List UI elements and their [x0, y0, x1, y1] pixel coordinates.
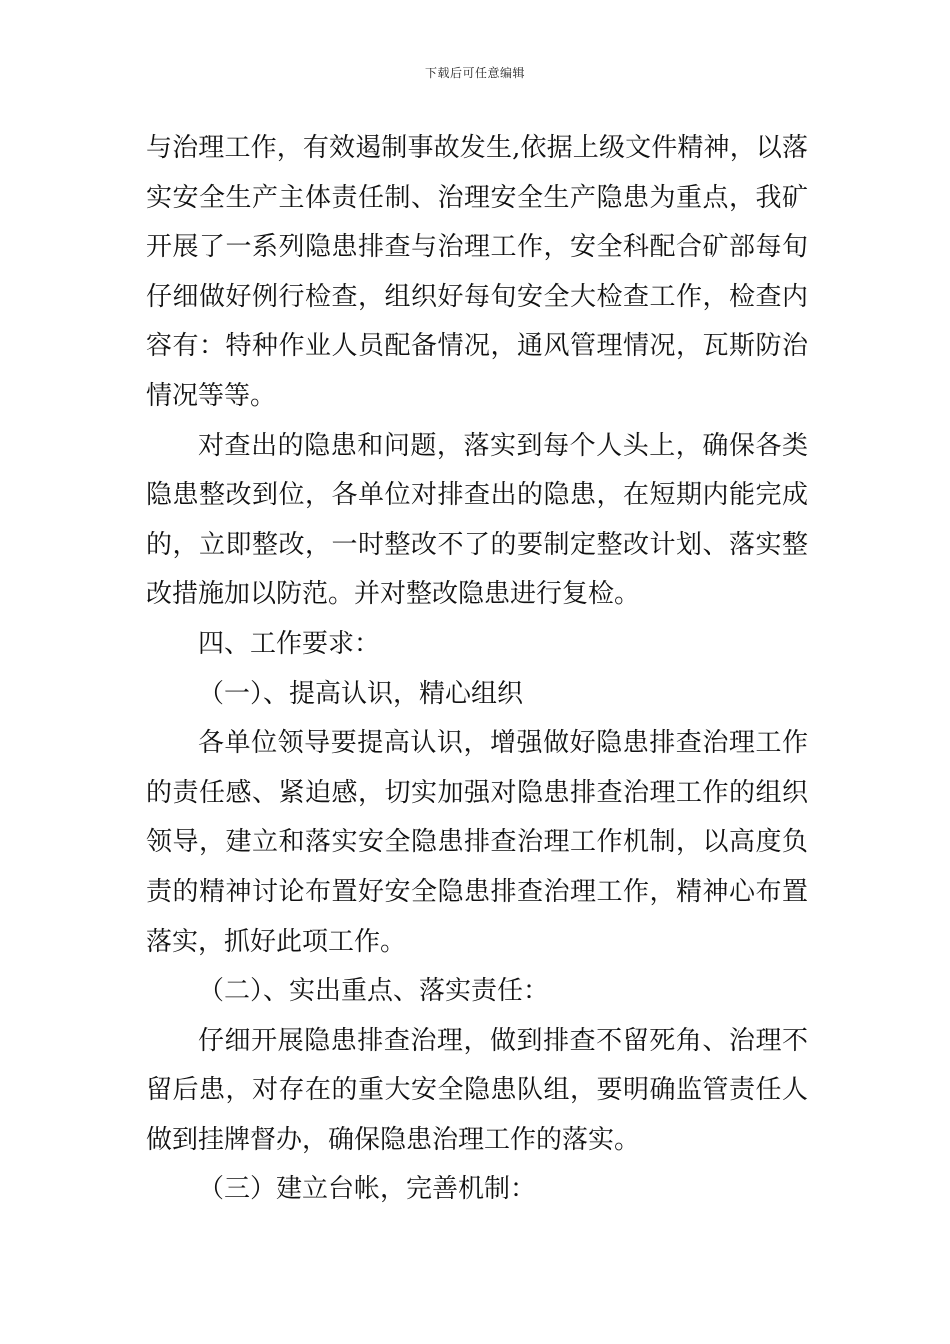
subsection-heading-3: （三）建立台帐，完善机制：: [198, 1174, 537, 1205]
paragraph-leadership: 各单位领导要提高认识，增强做好隐患排查治理工作的责任感、紧迫感，切实加强对隐患排查治理工作的组织领导，建立和落实安全隐患排查治理工作机制，以高度负责的精神讨论布置好安全隐患排查治理工作，精神心布置落实，抓好此项工作。: [146, 728, 808, 957]
paragraph-inspection: 仔细开展隐患排查治理，做到排查不留死角、治理不留后患，对存在的重大安全隐患队组，要明确监管责任人做到挂牌督办，确保隐患治理工作的落实。: [146, 1025, 808, 1155]
paragraph-continuation: 与治理工作，有效遏制事故发生,依据上级文件精神，以落实安全生产主体责任制、治理安全生产隐患为重点，我矿开展了一系列隐患排查与治理工作，安全科配合矿部每旬仔细做好例行检查，组织好每旬安全大检查工作，检查内容有：特种作业人员配备情况，通风管理情况，瓦斯防治情况等等。: [146, 133, 808, 411]
document-body: [146, 124, 808, 1215]
paragraph-hazard-rectification: 对查出的隐患和问题，落实到每个人头上，确保各类隐患整改到位，各单位对排查出的隐患，在短期内能完成的，立即整改，一时整改不了的要制定整改计划、落实整改措施加以防范。并对整改隐患进行复检。: [146, 430, 808, 610]
subsection-heading-1: （一）、提高认识，精心组织: [198, 678, 524, 709]
subsection-heading-2: （二）、实出重点、落实责任：: [198, 976, 550, 1007]
section-heading-work-requirements: 四、工作要求：: [198, 628, 381, 659]
page-header: 下载后可任意编辑: [424, 66, 525, 80]
